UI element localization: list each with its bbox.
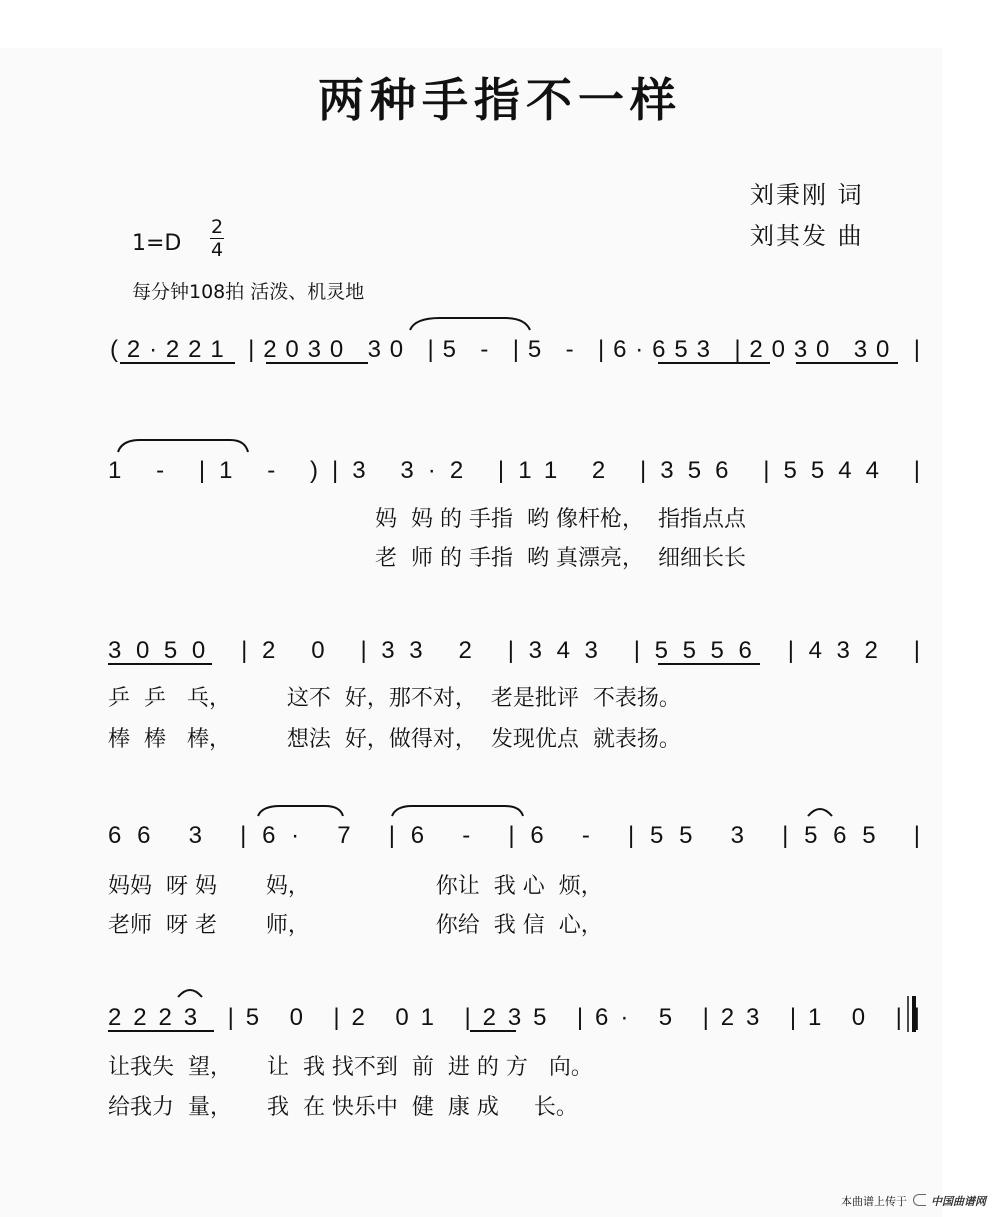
time-signature-numerator: 2 [210,216,224,238]
lyric-line-2-verse-1: 妈 妈 的 手指 哟 像杆枪， 指指点点 [375,507,746,532]
slur [178,990,202,997]
page-title: 两种手指不一样 [318,73,682,127]
notation-line-2: 1 - |1 - )|3 3·2 |11 2 |356 |5544 | [108,457,921,484]
slur [258,806,343,816]
slur [392,806,523,816]
notation-line-5: 2223 |5 0 |2 01 |235 |6· 5 |23 |1 0 || [108,1004,921,1031]
lyric-line-5-verse-1: 让我失 望， 让 我 找不到 前 进 的 方 向。 [108,1055,593,1080]
tempo-marking: 每分钟108拍 活泼、机灵地 [132,281,365,303]
lyric-line-4-verse-1: 妈妈 呀 妈 妈， 你让 我 心 烦， [108,874,603,899]
lyric-line-4-verse-2: 老师 呀 老 师， 你给 我 信 心， [108,913,603,938]
slur [410,318,530,330]
lyric-line-2-verse-2: 老 师 的 手指 哟 真漂亮， 细细长长 [375,546,746,571]
slur [808,809,832,816]
lyric-line-3-verse-1: 乒 乒 乓， 这不 好，那不对， 老是批评 不表扬。 [108,686,681,711]
site-logo-icon [913,1194,926,1206]
lyric-line-5-verse-2: 给我力 量， 我 在 快乐中 健 康 成 长。 [108,1095,578,1120]
key-signature: 1=D [132,231,182,256]
footer-brand[interactable]: 中国曲谱网 [931,1195,986,1208]
time-signature-denominator: 4 [210,239,224,261]
lyricist-credit: 刘秉刚 词 [750,181,864,209]
footer-prefix: 本曲谱上传于 [841,1195,907,1208]
composer-credit: 刘其发 曲 [750,222,864,250]
lyric-line-3-verse-2: 棒 棒 棒， 想法 好，做得对， 发现优点 就表扬。 [108,727,681,752]
notation-line-4: 66 3 |6· 7 |6 - |6 - |55 3 |565 | [108,822,920,849]
notation-line-3: 3050 |2 0 |33 2 |343 |5556 |432 | [108,637,920,664]
slur [118,440,248,452]
notation-line-1: (2·221 |2030 30 |5 - |5 - |6·653 |2030 30 | [110,336,920,363]
footer-credit [841,1193,986,1209]
